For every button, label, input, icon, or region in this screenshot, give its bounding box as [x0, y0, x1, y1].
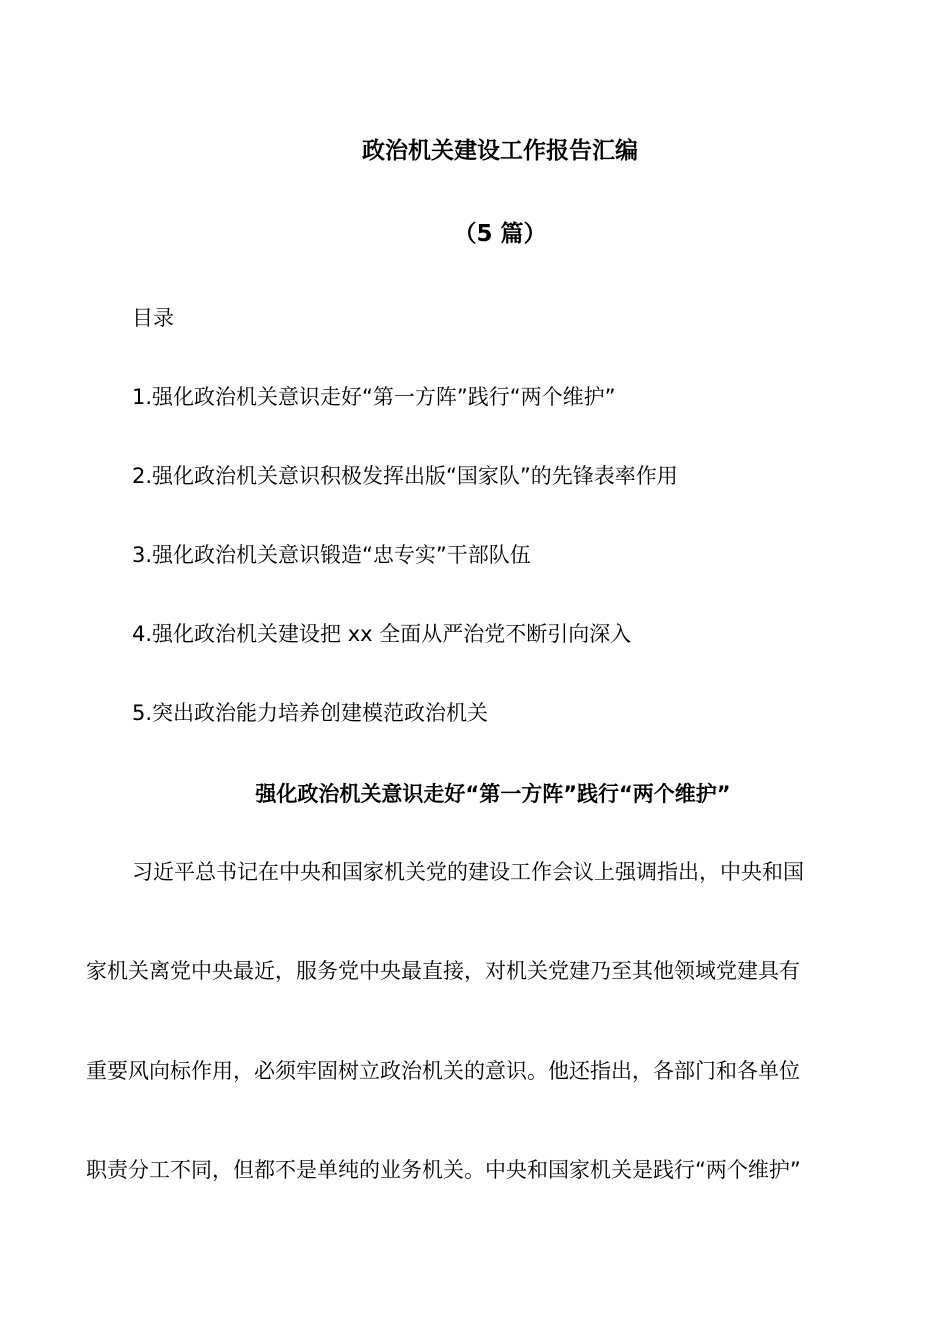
document-subtitle: （5 篇）	[453, 221, 547, 247]
paragraph-line: 职责分工不同，但都不是单纯的业务机关。中央和国家机关是践行“两个维护”	[86, 1158, 801, 1182]
document-title: 政治机关建设工作报告汇编	[362, 138, 638, 164]
toc-item: 3.强化政治机关意识锻造“忠专实”干部队伍	[132, 543, 531, 567]
toc-heading: 目录	[132, 306, 174, 330]
toc-item: 1.强化政治机关意识走好“第一方阵”践行“两个维护”	[132, 385, 616, 409]
toc-item: 5.突出政治能力培养创建模范政治机关	[132, 701, 489, 725]
toc-item: 4.强化政治机关建设把 xx 全面从严治党不断引向深入	[132, 622, 632, 646]
paragraph-line: 家机关离党中央最近，服务党中央最直接，对机关党建乃至其他领域党建具有	[86, 959, 800, 983]
paragraph-line: 习近平总书记在中央和国家机关党的建设工作会议上强调指出，中央和国	[132, 860, 804, 884]
toc-item: 2.强化政治机关意识积极发挥出版“国家队”的先锋表率作用	[132, 464, 678, 488]
paragraph-line: 重要风向标作用，必须牢固树立政治机关的意识。他还指出，各部门和各单位	[86, 1059, 800, 1083]
section-title: 强化政治机关意识走好“第一方阵”践行“两个维护”	[255, 782, 731, 806]
